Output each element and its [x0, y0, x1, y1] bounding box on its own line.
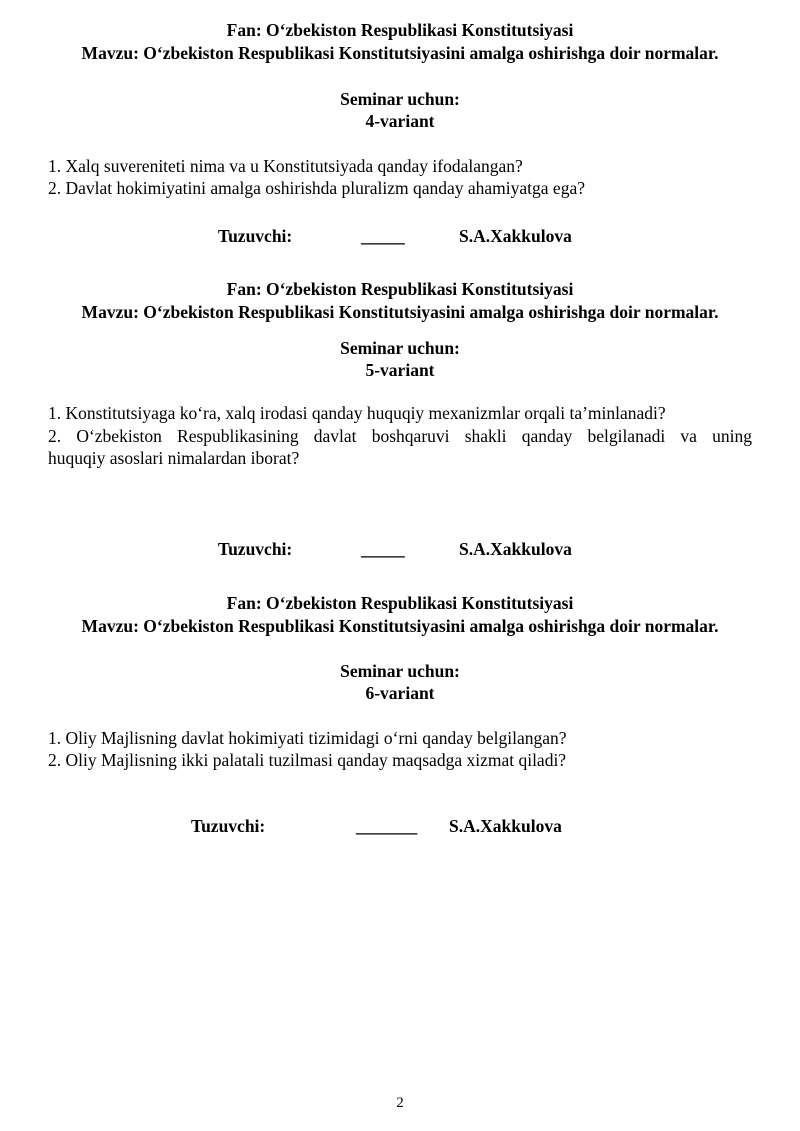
- seminar-heading: Seminar uchun:: [340, 661, 460, 681]
- compiler-label: Tuzuvchi:: [218, 226, 293, 246]
- page-number: 2: [396, 1095, 404, 1111]
- compiler-label: Tuzuvchi:: [218, 539, 293, 559]
- question-item: 1. Xalq suvereniteti nima va u Konstitutsiyada qanday ifodalangan?: [48, 156, 523, 176]
- subject-title: Fan: O‘zbekiston Respublikasi Konstitutsiyasi: [226, 279, 574, 299]
- question-item: 1. Konstitutsiyaga ko‘ra, xalq irodasi qanday huquqiy mexanizmlar orqali ta’minlanadi?: [48, 403, 666, 423]
- question-item: 2. O‘zbekiston Respublikasining davlat boshqaruvi shakli qanday belgilanadi va uning: [48, 426, 752, 446]
- compiler-name: S.A.Xakkulova: [459, 226, 572, 246]
- variant-number: 5-variant: [365, 360, 435, 380]
- topic-title: Mavzu: O‘zbekiston Respublikasi Konstitutsiyasini amalga oshirishga doir normalar.: [81, 302, 719, 322]
- compiler-name: S.A.Xakkulova: [449, 816, 562, 836]
- compiler-label: Tuzuvchi:: [191, 816, 266, 836]
- question-item: 2. Oliy Majlisning ikki palatali tuzilmasi qanday maqsadga xizmat qiladi?: [48, 750, 567, 770]
- subject-title: Fan: O‘zbekiston Respublikasi Konstitutsiyasi: [226, 20, 574, 40]
- signature-line: _______: [356, 816, 418, 836]
- topic-title: Mavzu: O‘zbekiston Respublikasi Konstitutsiyasini amalga oshirishga doir normalar.: [81, 616, 719, 636]
- signature-line: _____: [361, 539, 405, 559]
- compiler-name: S.A.Xakkulova: [459, 539, 572, 559]
- topic-title: Mavzu: O‘zbekiston Respublikasi Konstitutsiyasini amalga oshirishga doir normalar.: [81, 43, 719, 63]
- seminar-heading: Seminar uchun:: [340, 338, 460, 358]
- variant-number: 6-variant: [365, 683, 435, 703]
- signature-line: _____: [361, 226, 405, 246]
- variant-number: 4-variant: [365, 111, 435, 131]
- seminar-heading: Seminar uchun:: [340, 89, 460, 109]
- question-item: 2. Davlat hokimiyatini amalga oshirishda pluralizm qanday ahamiyatga ega?: [48, 178, 585, 198]
- question-item: 1. Oliy Majlisning davlat hokimiyati tizimidagi o‘rni qanday belgilangan?: [48, 728, 567, 748]
- question-item-continuation: huquqiy asoslari nimalardan iborat?: [48, 448, 300, 468]
- subject-title: Fan: O‘zbekiston Respublikasi Konstitutsiyasi: [226, 593, 574, 613]
